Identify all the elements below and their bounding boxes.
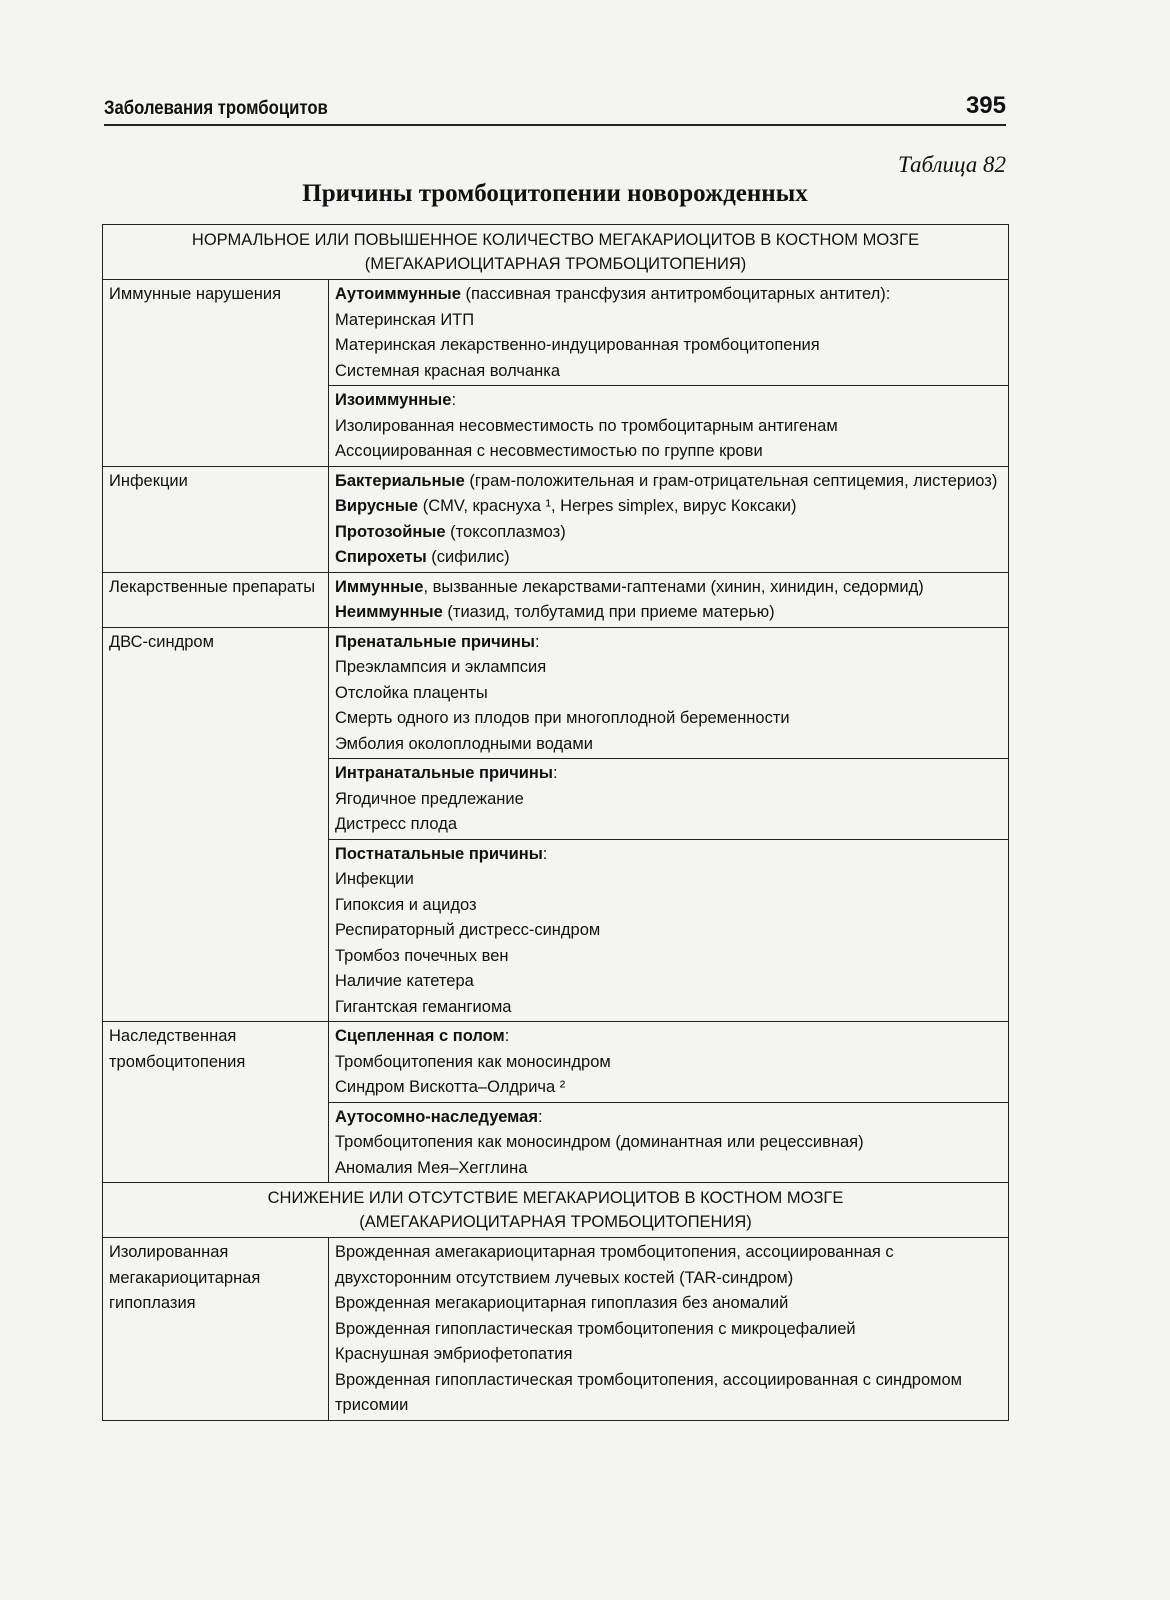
cause-item: Гипоксия и ацидоз (335, 895, 477, 914)
category-label: Лекарственные препараты (109, 577, 316, 596)
section-heading-row (103, 225, 1009, 280)
cause-item: Синдром Вискотта–Олдрича ² (335, 1078, 566, 1096)
category-cell (103, 627, 329, 759)
subtype-note: (сифилис) (426, 548, 510, 566)
cause-item: Краснушная эмбриофетопатия (335, 1345, 573, 1363)
cause-item: Смерть одного из плодов при многоплодной беременности (335, 709, 790, 727)
subtype-note: : (534, 632, 540, 651)
subtype-heading: Вирусные (335, 497, 419, 515)
subtype-note: : (537, 1107, 543, 1126)
running-title: Заболевания тромбоцитов (104, 98, 328, 119)
section-heading-line: НОРМАЛЬНОЕ ИЛИ ПОВЫШЕННОЕ КОЛИЧЕСТВО МЕГАКАРИОЦИТОВ В КОСТНОМ МОЗГЕ (191, 231, 920, 249)
cause-item: Врожденная мегакариоцитарная гипоплазия без аномалий (335, 1294, 789, 1312)
cause-item: Эмболия околоплодными водами (335, 734, 593, 753)
category-cell-continued (103, 386, 329, 467)
subtype-heading: Сцепленная с полом (335, 1027, 505, 1045)
section-heading-row (103, 1183, 1009, 1238)
category-label: Иммунные нарушения (109, 285, 282, 303)
table-row (103, 627, 1009, 759)
subtype-heading: Спирохеты (335, 548, 427, 566)
category-label: Наследственная тромбоцитопения (109, 1027, 246, 1071)
category-cell (103, 280, 329, 386)
subtype-note: (грам-положительная и грам-отрицательная септицемия, листериоз) (464, 471, 998, 490)
cause-item: Преэклампсия и эклампсия (335, 658, 547, 676)
section-heading-line: (МЕГАКАРИОЦИТАРНАЯ ТРОМБОЦИТОПЕНИЯ) (364, 255, 747, 273)
cause-item: Гигантская гемангиома (335, 997, 512, 1016)
section-heading-line: (АМЕГАКАРИОЦИТАРНАЯ ТРОМБОЦИТОПЕНИЯ) (359, 1213, 752, 1231)
cause-cell (329, 572, 1009, 627)
cause-cell (329, 1238, 1009, 1421)
section-heading (103, 1183, 1009, 1238)
cause-item: Наличие катетера (335, 972, 474, 990)
subtype-heading: Неиммунные (335, 603, 443, 621)
cause-cell (329, 280, 1009, 386)
table-row (103, 572, 1009, 627)
cause-item: Тромбоцитопения как моносиндром (335, 1052, 611, 1071)
cause-item: Инфекции (335, 870, 414, 888)
subtype-heading: Пренатальные причины (335, 632, 535, 651)
subtype-heading: Бактериальные (335, 471, 465, 490)
table-row (103, 759, 1009, 840)
cause-item: Врожденная амегакариоцитарная тромбоцитопения, ассоциированная с двухсторонним отсутствием лучевых костей (TAR-синдром) (335, 1243, 894, 1287)
category-cell-continued (103, 839, 329, 1022)
cause-cell (329, 1102, 1009, 1183)
section-heading (103, 225, 1009, 280)
cause-item: Дистресс плода (335, 815, 458, 833)
table-number-label: Таблица 82 (897, 152, 1006, 177)
cause-cell (329, 466, 1009, 572)
subtype-note: : (542, 844, 548, 863)
cause-item: Материнская ИТП (335, 310, 475, 329)
cause-cell (329, 1022, 1009, 1103)
category-label: Изолированная мегакариоцитарная гипоплазия (109, 1243, 261, 1312)
table-row (103, 1022, 1009, 1103)
category-cell (103, 1022, 329, 1103)
cause-item: Респираторный дистресс-синдром (335, 921, 601, 939)
category-cell (103, 1238, 329, 1421)
cause-item: Изолированная несовместимость по тромбоцитарным антигенам (335, 416, 838, 435)
subtype-heading: Протозойные (335, 522, 446, 541)
subtype-note: : (451, 391, 457, 409)
cause-cell (329, 839, 1009, 1022)
subtype-note: (тиазид, толбутамид при приеме матерью) (442, 603, 775, 621)
table-row (103, 466, 1009, 572)
cause-item: Отслойка плаценты (335, 683, 488, 702)
cause-item: Системная красная волчанка (335, 361, 561, 380)
subtype-heading: Постнатальные причины (335, 844, 543, 863)
subtype-note: , вызванные лекарствами-гаптенами (хинин, хинидин, седормид) (423, 577, 924, 596)
subtype-heading: Иммунные (335, 577, 424, 596)
subtype-heading: Изоиммунные (335, 391, 452, 409)
subtype-note: (CMV, краснуха ¹, Herpes simplex, вирус Коксаки) (418, 497, 797, 515)
subtype-note: : (552, 764, 558, 782)
cause-item: Врожденная гипопластическая тромбоцитопения, ассоциированная с синдромом трисомии (335, 1370, 963, 1414)
subtype-heading: Интранатальные причины (335, 764, 553, 782)
cause-cell (329, 627, 1009, 759)
cause-item: Врожденная гипопластическая тромбоцитопения с микроцефалией (335, 1319, 856, 1338)
category-label: ДВС-синдром (109, 632, 214, 651)
table-row (103, 386, 1009, 467)
cause-cell (329, 759, 1009, 840)
category-cell-continued (103, 1102, 329, 1183)
subtype-note: (пассивная трансфузия антитромбоцитарных антител): (460, 285, 891, 303)
section-heading-line: СНИЖЕНИЕ ИЛИ ОТСУТСТВИЕ МЕГАКАРИОЦИТОВ В КОСТНОМ МОЗГЕ (267, 1189, 844, 1207)
cause-item: Ягодичное предлежание (335, 789, 524, 808)
table-row (103, 839, 1009, 1022)
page-number: 395 (965, 92, 1006, 119)
category-cell (103, 572, 329, 627)
table-row (103, 280, 1009, 386)
causes-table (102, 224, 1009, 1421)
subtype-note: : (504, 1027, 510, 1045)
cause-item: Ассоциированная с несовместимостью по группе крови (335, 442, 763, 460)
table-row (103, 1102, 1009, 1183)
cause-item: Материнская лекарственно-индуцированная тромбоцитопения (335, 336, 820, 354)
cause-item: Тромбоцитопения как моносиндром (доминантная или рецессивная) (335, 1133, 864, 1151)
subtype-note: (токсоплазмоз) (445, 522, 566, 541)
cause-item: Аномалия Мея–Хегглина (335, 1158, 528, 1177)
running-header (104, 94, 1006, 126)
cause-cell (329, 386, 1009, 467)
subtype-heading: Аутоиммунные (335, 285, 461, 303)
category-label: Инфекции (109, 471, 188, 490)
subtype-heading: Аутосомно-наследуемая (335, 1107, 538, 1126)
table-row (103, 1238, 1009, 1421)
cause-item: Тромбоз почечных вен (335, 946, 509, 965)
category-cell (103, 466, 329, 572)
category-cell-continued (103, 759, 329, 840)
table-title: Причины тромбоцитопении новорожденных (302, 180, 808, 207)
